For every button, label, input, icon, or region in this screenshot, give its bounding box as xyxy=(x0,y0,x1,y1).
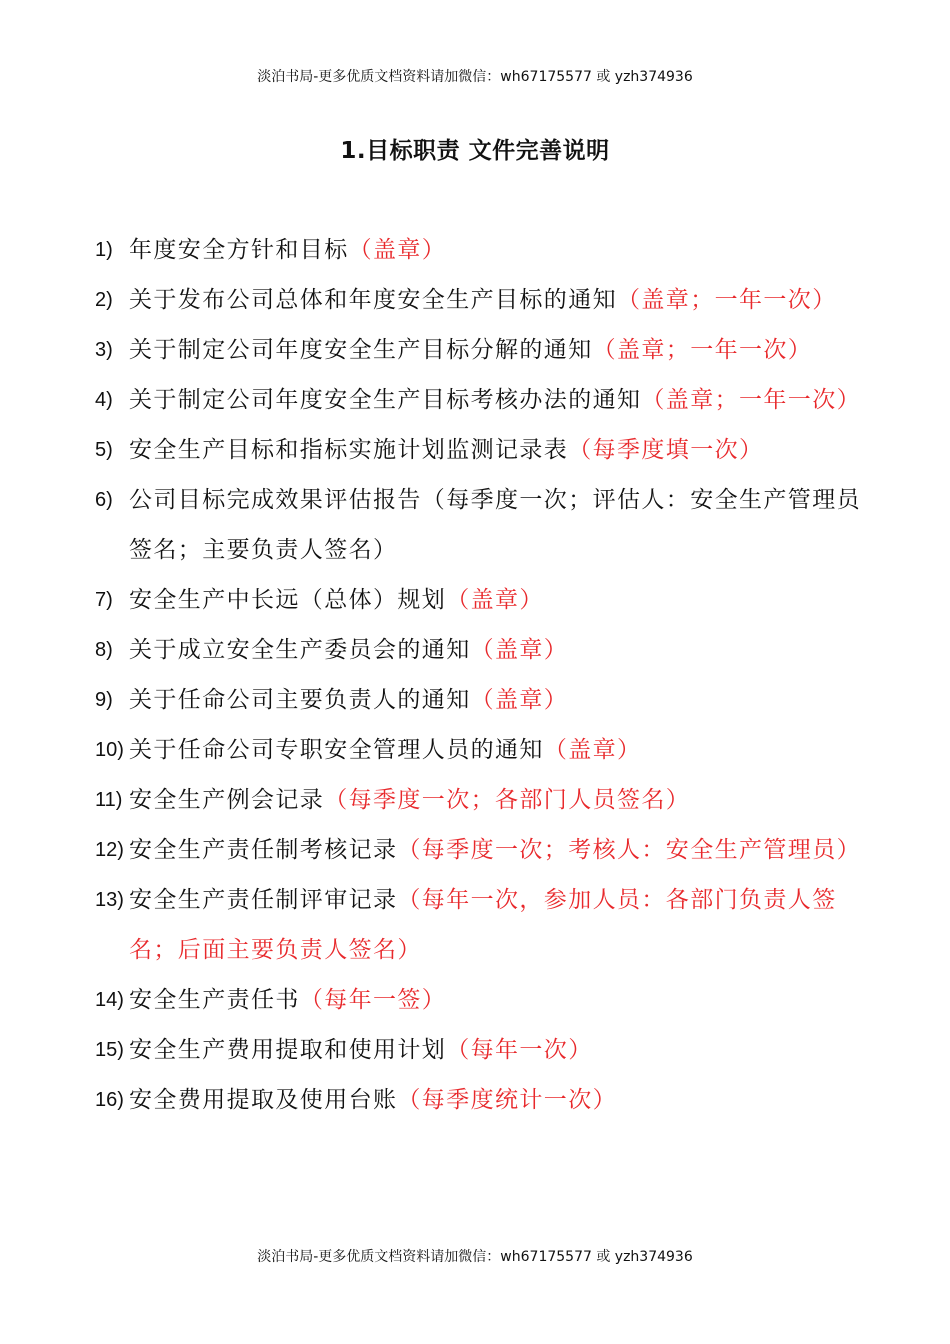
item-note: （盖章） xyxy=(543,737,642,763)
item-number: 6) xyxy=(95,489,113,511)
list-item xyxy=(95,975,885,1025)
item-number: 14) xyxy=(95,989,124,1011)
item-number: 7) xyxy=(95,589,113,611)
list-item xyxy=(95,375,885,425)
item-number: 13) xyxy=(95,889,124,911)
item-number: 15) xyxy=(95,1039,124,1061)
list-item xyxy=(95,1075,885,1125)
item-number: 16) xyxy=(95,1089,124,1111)
item-number: 10) xyxy=(95,739,124,761)
item-number: 4) xyxy=(95,389,113,411)
item-note: （每年一次，参加人员：各部门负责人签名；后面主要负责人签名） xyxy=(129,887,837,963)
item-description: 安全费用提取及使用台账 xyxy=(129,1087,398,1113)
item-text xyxy=(129,1025,885,1075)
item-note: （每年一签） xyxy=(299,987,447,1013)
list-item xyxy=(95,825,885,875)
item-number: 3) xyxy=(95,339,113,361)
list-item xyxy=(95,475,885,575)
item-note: （每年一次） xyxy=(446,1037,593,1063)
item-text xyxy=(129,575,885,625)
item-note: （盖章；一年一次） xyxy=(617,287,837,313)
item-description: 关于制定公司年度安全生产目标分解的通知 xyxy=(129,337,593,363)
item-description: 关于成立安全生产委员会的通知 xyxy=(129,637,471,663)
item-text xyxy=(129,325,885,375)
list-item xyxy=(95,425,885,475)
item-description: 安全生产中长远（总体）规划 xyxy=(129,587,447,613)
item-description: 安全生产责任书 xyxy=(129,987,300,1013)
item-description: 公司目标完成效果评估报告（每季度一次；评估人：安全生产管理员签名；主要负责人签名） xyxy=(129,487,861,563)
list-item xyxy=(95,575,885,625)
item-note: （盖章） xyxy=(470,687,569,713)
item-text xyxy=(129,1075,885,1125)
item-description: 关于任命公司主要负责人的通知 xyxy=(129,687,471,713)
item-note: （盖章；一年一次） xyxy=(641,387,862,413)
item-note: （盖章） xyxy=(446,587,544,613)
item-description: 安全生产例会记录 xyxy=(129,787,325,813)
item-number: 5) xyxy=(95,439,113,461)
item-number: 1) xyxy=(95,239,113,261)
item-description: 关于制定公司年度安全生产目标考核办法的通知 xyxy=(129,387,642,413)
item-number: 9) xyxy=(95,689,113,711)
requirements-list xyxy=(95,225,885,1125)
item-text xyxy=(129,625,885,675)
item-description: 安全生产责任制考核记录 xyxy=(129,837,398,863)
page-footer: 淡泊书局-更多优质文档资料请加微信：wh67175577 或 yzh374936 xyxy=(257,1249,693,1265)
item-note: （每季度一次；各部门人员签名） xyxy=(324,787,691,813)
item-text xyxy=(129,875,885,975)
list-item xyxy=(95,1025,885,1075)
item-note: （盖章；一年一次） xyxy=(592,337,813,363)
item-description: 关于任命公司专职安全管理人员的通知 xyxy=(129,737,544,763)
list-item xyxy=(95,775,885,825)
item-text xyxy=(129,725,885,775)
item-note: （盖章） xyxy=(470,637,569,663)
item-text xyxy=(129,375,885,425)
document-title: 1.目标职责 文件完善说明 xyxy=(340,138,610,164)
item-description: 安全生产目标和指标实施计划监测记录表 xyxy=(129,437,569,463)
item-note: （盖章） xyxy=(348,237,447,263)
item-text xyxy=(129,825,885,875)
page-header: 淡泊书局-更多优质文档资料请加微信：wh67175577 或 yzh374936 xyxy=(257,69,693,85)
list-item xyxy=(95,625,885,675)
list-item xyxy=(95,275,885,325)
item-text xyxy=(129,475,885,575)
item-text xyxy=(129,975,885,1025)
item-text xyxy=(129,275,885,325)
item-description: 安全生产责任制评审记录 xyxy=(129,887,398,913)
list-item xyxy=(95,675,885,725)
item-note: （每季度一次；考核人：安全生产管理员） xyxy=(397,837,862,863)
item-text xyxy=(129,675,885,725)
item-number: 12) xyxy=(95,839,124,861)
item-number: 2) xyxy=(95,289,113,311)
item-description: 年度安全方针和目标 xyxy=(129,237,349,263)
item-number: 8) xyxy=(95,639,113,661)
item-note: （每季度统计一次） xyxy=(397,1087,618,1113)
list-item xyxy=(95,725,885,775)
item-text xyxy=(129,425,885,475)
list-item xyxy=(95,225,885,275)
list-item xyxy=(95,875,885,975)
item-text xyxy=(129,775,885,825)
item-note: （每季度填一次） xyxy=(568,437,764,463)
item-text xyxy=(129,225,885,275)
item-number: 11) xyxy=(95,789,123,811)
list-item xyxy=(95,325,885,375)
item-description: 安全生产费用提取和使用计划 xyxy=(129,1037,447,1063)
item-description: 关于发布公司总体和年度安全生产目标的通知 xyxy=(129,287,617,313)
